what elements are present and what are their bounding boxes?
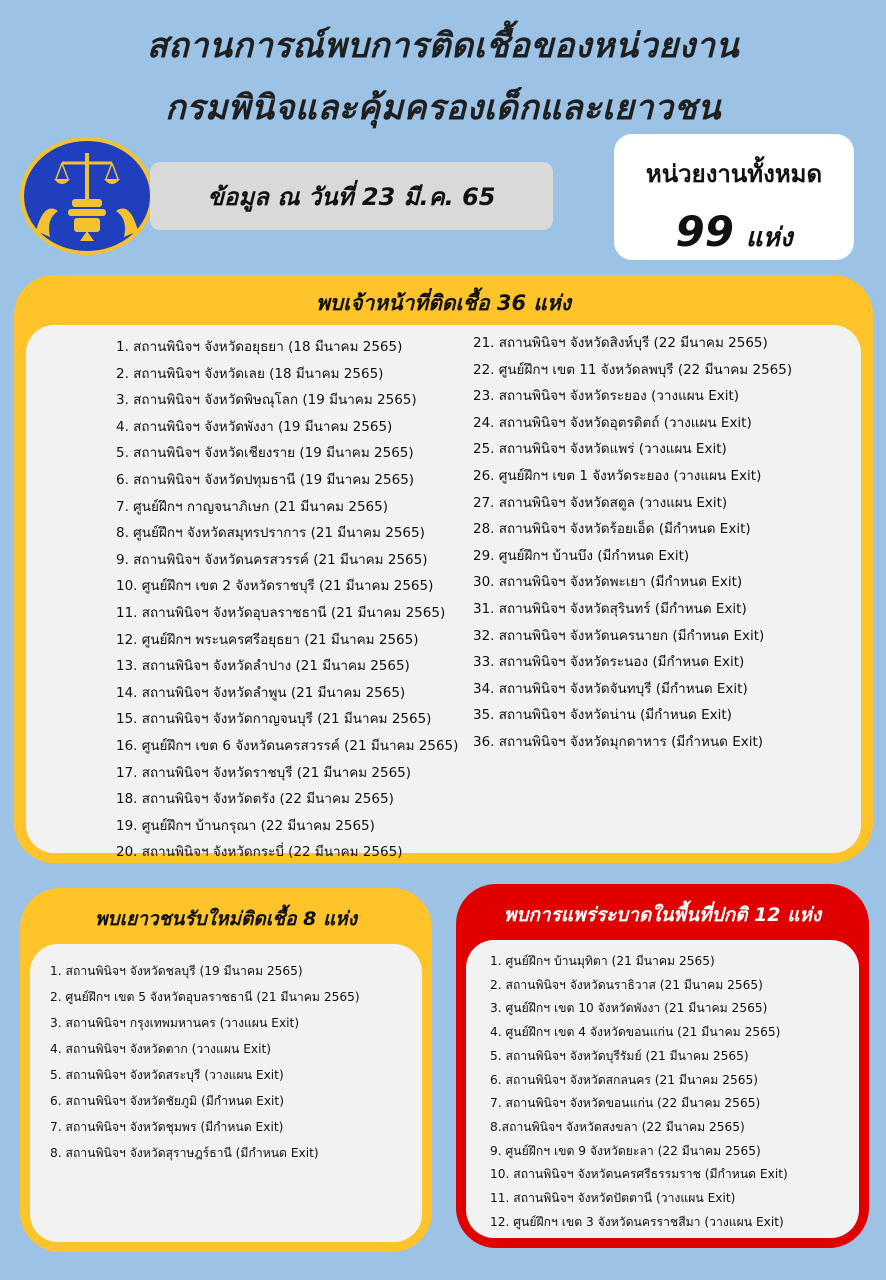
list-item: 20. สถานพินิจฯ จังหวัดกระบี่ (22 มีนาคม 2565) (116, 844, 403, 861)
list-item: 7. สถานพินิจฯ จังหวัดขอนแก่น (22 มีนาคม 2565) (490, 1096, 761, 1111)
list-item: 6. สถานพินิจฯ จังหวัดชัยภูมิ (มีกำหนด Exit) (50, 1094, 284, 1108)
list-item: 2. ศูนย์ฝึกฯ เขต 5 จังหวัดอุบลราชธานี (21 มีนาคม 2565) (50, 990, 360, 1004)
list-item: 31. สถานพินิจฯ จังหวัดสุรินทร์ (มีกำหนด Exit) (473, 601, 747, 617)
department-logo (20, 137, 154, 255)
list-item: 3. สถานพินิจฯ จังหวัดพิษณุโลก (19 มีนาคม 2565) (116, 392, 417, 409)
list-item: 29. ศูนย์ฝึกฯ บ้านบึง (มีกำหนด Exit) (473, 547, 690, 564)
list-item: 27. สถานพินิจฯ จังหวัดสตูล (วางแผน Exit) (473, 494, 728, 511)
total-units-unit: แห่ง (745, 223, 793, 253)
list-item: 4. ศูนย์ฝึกฯ เขต 4 จังหวัดขอนแก่น (21 มีนาคม 2565) (490, 1025, 781, 1040)
area-outbreak-list (466, 940, 859, 1238)
list-item: 15. สถานพินิจฯ จังหวัดกาญจนบุรี (21 มีนาคม 2565) (116, 711, 432, 728)
list-item: 9. ศูนย์ฝึกฯ เขต 9 จังหวัดยะลา (22 มีนาคม 2565) (490, 1143, 761, 1158)
list-item: 13. สถานพินิจฯ จังหวัดลำปาง (21 มีนาคม 2565) (116, 658, 410, 675)
list-item: 22. ศูนย์ฝึกฯ เขต 11 จังหวัดลพบุรี (22 มีนาคม 2565) (473, 361, 793, 378)
list-item: 16. ศูนย์ฝึกฯ เขต 6 จังหวัดนครสวรรค์ (21 มีนาคม 2565) (116, 738, 459, 754)
list-item: 6. สถานพินิจฯ จังหวัดปทุมธานี (19 มีนาคม 2565) (116, 472, 415, 488)
list-item: 5. สถานพินิจฯ จังหวัดบุรีรัมย์ (21 มีนาคม 2565) (490, 1048, 749, 1063)
list-item: 21. สถานพินิจฯ จังหวัดสิงห์บุรี (22 มีนาคม 2565) (473, 335, 768, 351)
youth-infected-title: พบเยาวชนรับใหม่ติดเชื้อ 8 แห่ง (94, 908, 357, 930)
list-item: 9. สถานพินิจฯ จังหวัดนครสวรรค์ (21 มีนาคม 2565) (116, 551, 428, 568)
list-item: 3. ศูนย์ฝึกฯ เขต 10 จังหวัดพังงา (21 มีนาคม 2565) (490, 1001, 768, 1016)
list-item: 17. สถานพินิจฯ จังหวัดราชบุรี (21 มีนาคม 2565) (116, 764, 412, 781)
list-item: 12. ศูนย์ฝึกฯ เขต 3 จังหวัดนครราชสีมา (วางแผน Exit) (490, 1214, 784, 1229)
list-item: 18. สถานพินิจฯ จังหวัดตรัง (22 มีนาคม 2565) (116, 791, 394, 808)
list-item: 28. สถานพินิจฯ จังหวัดร้อยเอ็ด (มีกำหนด Exit) (473, 521, 751, 538)
youth-infected-panel (20, 888, 432, 1252)
staff-infected-title: พบเจ้าหน้าที่ติดเชื้อ 36 แห่ง (315, 290, 572, 315)
list-item: 25. สถานพินิจฯ จังหวัดแพร่ (วางแผน Exit) (473, 441, 727, 458)
data-date-text: ข้อมูล ณ วันที่ 23 มี.ค. 65 (207, 182, 496, 211)
list-item: 24. สถานพินิจฯ จังหวัดอุตรดิตถ์ (วางแผน Exit) (473, 414, 752, 431)
list-item: 3. สถานพินิจฯ กรุงเทพมหานคร (วางแผน Exit) (50, 1016, 300, 1030)
list-item: 2. สถานพินิจฯ จังหวัดเลย (18 มีนาคม 2565) (116, 365, 384, 382)
list-item: 1. สถานพินิจฯ จังหวัดอยุธยา (18 มีนาคม 2565) (116, 339, 403, 355)
list-item: 32. สถานพินิจฯ จังหวัดนครนายก (มีกำหนด Exit) (473, 627, 765, 644)
list-item: 14. สถานพินิจฯ จังหวัดลำพูน (21 มีนาคม 2565) (116, 684, 406, 701)
list-item: 1. ศูนย์ฝึกฯ บ้านมุทิตา (21 มีนาคม 2565) (490, 954, 715, 968)
total-units-count (614, 207, 854, 258)
list-item: 36. สถานพินิจฯ จังหวัดมุกดาหาร (มีกำหนด Exit) (473, 734, 764, 750)
youth-infected-list (30, 944, 422, 1242)
total-units-number: 99 (675, 207, 734, 256)
list-item: 35. สถานพินิจฯ จังหวัดน่าน (มีกำหนด Exit) (473, 707, 732, 724)
data-date-box (150, 162, 553, 230)
staff-infected-panel (14, 275, 873, 863)
list-item: 30. สถานพินิจฯ จังหวัดพะเยา (มีกำหนด Exit) (473, 574, 743, 591)
list-item: 34. สถานพินิจฯ จังหวัดจันทบุรี (มีกำหนด Exit) (473, 680, 748, 697)
list-item: 4. สถานพินิจฯ จังหวัดตาก (วางแผน Exit) (50, 1042, 272, 1056)
area-outbreak-panel (456, 884, 869, 1248)
list-item: 11. สถานพินิจฯ จังหวัดปัตตานี (วางแผน Exit) (490, 1191, 736, 1205)
area-outbreak-title: พบการแพร่ระบาดในพื้นที่ปกติ 12 แห่ง (503, 904, 822, 926)
list-item: 23. สถานพินิจฯ จังหวัดระยอง (วางแผน Exit) (473, 388, 740, 405)
list-item: 7. สถานพินิจฯ จังหวัดชุมพร (มีกำหนด Exit) (50, 1120, 284, 1134)
list-item: 19. ศูนย์ฝึกฯ บ้านกรุณา (22 มีนาคม 2565) (116, 817, 375, 834)
list-item: 5. สถานพินิจฯ จังหวัดสระบุรี (วางแผน Exit) (50, 1068, 284, 1082)
list-item: 10. สถานพินิจฯ จังหวัดนครศรีธรรมราช (มีกำหนด Exit) (490, 1167, 788, 1182)
list-item: 11. สถานพินิจฯ จังหวัดอุบลราชธานี (21 มีนาคม 2565) (116, 605, 446, 621)
list-item: 33. สถานพินิจฯ จังหวัดระนอง (มีกำหนด Exit) (473, 654, 745, 671)
list-item: 12. ศูนย์ฝึกฯ พระนครศรีอยุธยา (21 มีนาคม 2565) (116, 631, 419, 648)
page-title-line1: สถานการณ์พบการติดเชื้อของหน่วยงาน (146, 26, 740, 66)
list-item: 6. สถานพินิจฯ จังหวัดสกลนคร (21 มีนาคม 2565) (490, 1072, 758, 1087)
scales-of-justice-icon (24, 141, 150, 251)
list-item: 2. สถานพินิจฯ จังหวัดนราธิวาส (21 มีนาคม 2565) (490, 977, 763, 992)
list-item: 5. สถานพินิจฯ จังหวัดเชียงราย (19 มีนาคม 2565) (116, 445, 414, 462)
list-item: 26. ศูนย์ฝึกฯ เขต 1 จังหวัดระยอง (วางแผน Exit) (473, 468, 762, 484)
total-units-box (614, 134, 854, 260)
list-item: 7. ศูนย์ฝึกฯ กาญจนาภิเษก (21 มีนาคม 2565) (116, 498, 388, 515)
staff-infected-list (26, 325, 861, 861)
list-item: 1. สถานพินิจฯ จังหวัดชลบุรี (19 มีนาคม 2565) (50, 964, 303, 978)
list-item: 8.สถานพินิจฯ จังหวัดสงขลา (22 มีนาคม 2565) (490, 1119, 745, 1134)
total-units-label: หน่วยงานทั้งหมด (645, 160, 823, 188)
list-item: 4. สถานพินิจฯ จังหวัดพังงา (19 มีนาคม 2565) (116, 418, 393, 435)
list-item: 10. ศูนย์ฝึกฯ เขต 2 จังหวัดราชบุรี (21 มีนาคม 2565) (116, 578, 434, 595)
list-item: 8. สถานพินิจฯ จังหวัดสุราษฎร์ธานี (มีกำหนด Exit) (50, 1146, 319, 1160)
page-title-line2: กรมพินิจและคุ้มครองเด็กและเยาวชน (165, 88, 721, 128)
list-item: 8. ศูนย์ฝึกฯ จังหวัดสมุทรปราการ (21 มีนาคม 2565) (116, 525, 425, 542)
